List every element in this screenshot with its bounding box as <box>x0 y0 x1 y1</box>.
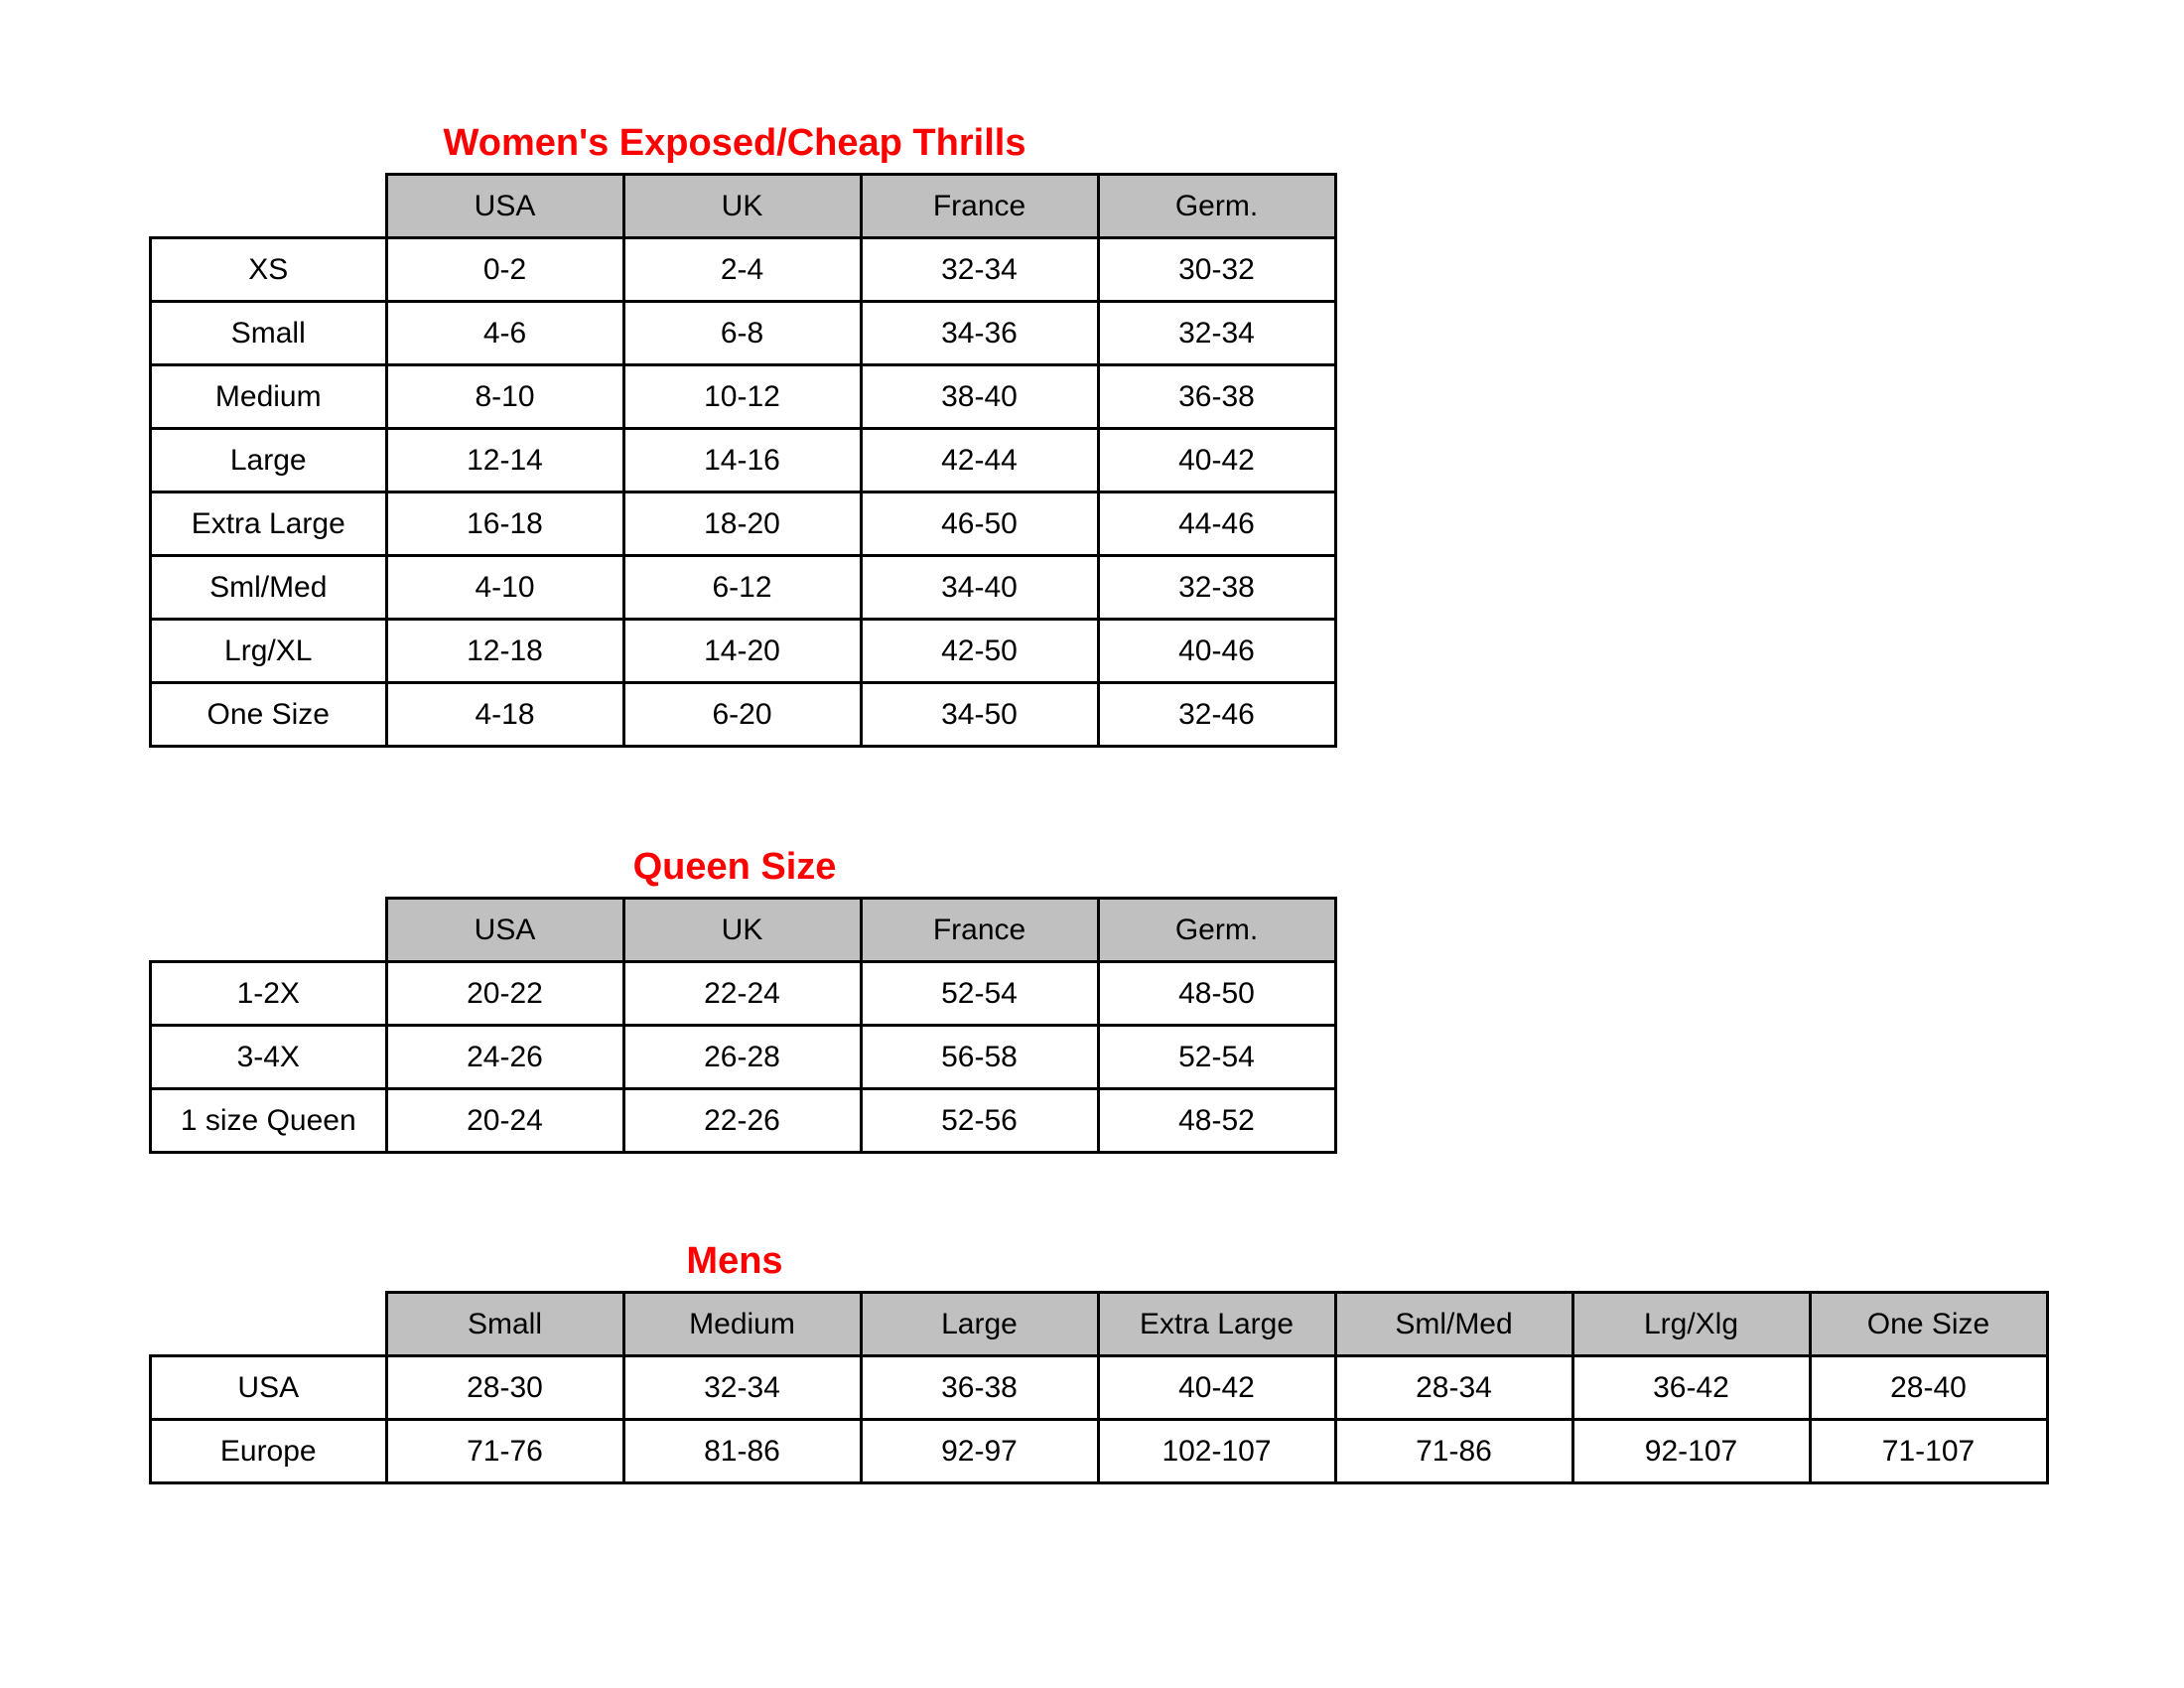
size-cell: 34-36 <box>861 302 1098 365</box>
size-cell: 4-6 <box>386 302 623 365</box>
size-cell: 52-54 <box>1098 1026 1335 1089</box>
size-cell: 20-24 <box>386 1089 623 1153</box>
row-label: USA <box>151 1356 387 1420</box>
size-cell: 44-46 <box>1098 492 1335 556</box>
table-row <box>151 620 1336 683</box>
table-row <box>151 683 1336 747</box>
size-cell: 20-22 <box>386 962 623 1026</box>
size-cell: 102-107 <box>1098 1420 1335 1483</box>
size-cell: 22-26 <box>623 1089 861 1153</box>
size-cell: 34-50 <box>861 683 1098 747</box>
row-label: Medium <box>151 365 387 429</box>
table-row <box>151 429 1336 492</box>
table-row <box>151 1420 2048 1483</box>
column-header: UK <box>623 899 861 962</box>
row-label: Europe <box>151 1420 387 1483</box>
row-label: 1 size Queen <box>151 1089 387 1153</box>
size-cell: 4-18 <box>386 683 623 747</box>
column-header: Germ. <box>1098 899 1335 962</box>
queen-size-table-title: Queen Size <box>632 846 837 888</box>
column-header: UK <box>623 175 861 238</box>
size-cell: 0-2 <box>386 238 623 302</box>
size-cell: 22-24 <box>623 962 861 1026</box>
size-cell: 71-86 <box>1335 1420 1572 1483</box>
column-header: USA <box>386 899 623 962</box>
header-row <box>151 175 1336 238</box>
column-header: France <box>861 899 1098 962</box>
column-header: Sml/Med <box>1335 1293 1572 1356</box>
womens-table-title: Women's Exposed/Cheap Thrills <box>443 122 1026 164</box>
size-cell: 52-54 <box>861 962 1098 1026</box>
size-cell: 6-12 <box>623 556 861 620</box>
header-row <box>151 1293 2048 1356</box>
size-cell: 14-20 <box>623 620 861 683</box>
table-row <box>151 1356 2048 1420</box>
womens-size-table <box>149 173 1337 748</box>
column-header: Medium <box>623 1293 861 1356</box>
size-cell: 92-107 <box>1572 1420 1810 1483</box>
column-header: USA <box>386 175 623 238</box>
size-cell: 34-40 <box>861 556 1098 620</box>
queen-size-table <box>149 897 1337 1154</box>
column-header: One Size <box>1810 1293 2047 1356</box>
size-cell: 81-86 <box>623 1420 861 1483</box>
size-cell: 12-18 <box>386 620 623 683</box>
column-header: Germ. <box>1098 175 1335 238</box>
column-header: France <box>861 175 1098 238</box>
row-label: Small <box>151 302 387 365</box>
table-row <box>151 238 1336 302</box>
size-cell: 6-20 <box>623 683 861 747</box>
size-cell: 36-38 <box>1098 365 1335 429</box>
corner-spacer <box>151 1293 387 1356</box>
size-cell: 6-8 <box>623 302 861 365</box>
size-cell: 92-97 <box>861 1420 1098 1483</box>
size-cell: 30-32 <box>1098 238 1335 302</box>
column-header: Lrg/Xlg <box>1572 1293 1810 1356</box>
size-cell: 14-16 <box>623 429 861 492</box>
table-row <box>151 556 1336 620</box>
table-row <box>151 492 1336 556</box>
size-cell: 32-38 <box>1098 556 1335 620</box>
header-row <box>151 899 1336 962</box>
column-header: Large <box>861 1293 1098 1356</box>
table-row <box>151 962 1336 1026</box>
size-cell: 42-44 <box>861 429 1098 492</box>
column-header: Extra Large <box>1098 1293 1335 1356</box>
size-cell: 8-10 <box>386 365 623 429</box>
row-label: One Size <box>151 683 387 747</box>
size-cell: 16-18 <box>386 492 623 556</box>
size-cell: 38-40 <box>861 365 1098 429</box>
mens-table-title: Mens <box>686 1240 783 1282</box>
size-cell: 24-26 <box>386 1026 623 1089</box>
size-cell: 36-42 <box>1572 1356 1810 1420</box>
size-cell: 18-20 <box>623 492 861 556</box>
corner-spacer <box>151 175 387 238</box>
row-label: Extra Large <box>151 492 387 556</box>
row-label: XS <box>151 238 387 302</box>
size-cell: 28-34 <box>1335 1356 1572 1420</box>
size-cell: 46-50 <box>861 492 1098 556</box>
size-cell: 71-107 <box>1810 1420 2047 1483</box>
mens-size-table <box>149 1291 2049 1484</box>
table-row <box>151 1089 1336 1153</box>
size-cell: 48-50 <box>1098 962 1335 1026</box>
row-label: Large <box>151 429 387 492</box>
size-cell: 40-42 <box>1098 429 1335 492</box>
row-label: Sml/Med <box>151 556 387 620</box>
womens-section <box>149 119 2184 748</box>
table-row <box>151 1026 1336 1089</box>
size-cell: 40-42 <box>1098 1356 1335 1420</box>
queen-size-section <box>149 843 2184 1154</box>
corner-spacer <box>151 899 387 962</box>
row-label: Lrg/XL <box>151 620 387 683</box>
size-cell: 32-34 <box>861 238 1098 302</box>
size-cell: 12-14 <box>386 429 623 492</box>
size-cell: 26-28 <box>623 1026 861 1089</box>
size-cell: 56-58 <box>861 1026 1098 1089</box>
row-label: 1-2X <box>151 962 387 1026</box>
table-row <box>151 302 1336 365</box>
size-cell: 32-34 <box>623 1356 861 1420</box>
size-cell: 52-56 <box>861 1089 1098 1153</box>
table-row <box>151 365 1336 429</box>
column-header: Small <box>386 1293 623 1356</box>
row-label: 3-4X <box>151 1026 387 1089</box>
size-cell: 32-46 <box>1098 683 1335 747</box>
size-cell: 71-76 <box>386 1420 623 1483</box>
size-cell: 40-46 <box>1098 620 1335 683</box>
size-cell: 48-52 <box>1098 1089 1335 1153</box>
size-cell: 10-12 <box>623 365 861 429</box>
mens-section <box>149 1237 2184 1484</box>
size-cell: 2-4 <box>623 238 861 302</box>
size-cell: 32-34 <box>1098 302 1335 365</box>
size-cell: 36-38 <box>861 1356 1098 1420</box>
size-cell: 42-50 <box>861 620 1098 683</box>
size-cell: 28-40 <box>1810 1356 2047 1420</box>
size-cell: 28-30 <box>386 1356 623 1420</box>
size-cell: 4-10 <box>386 556 623 620</box>
